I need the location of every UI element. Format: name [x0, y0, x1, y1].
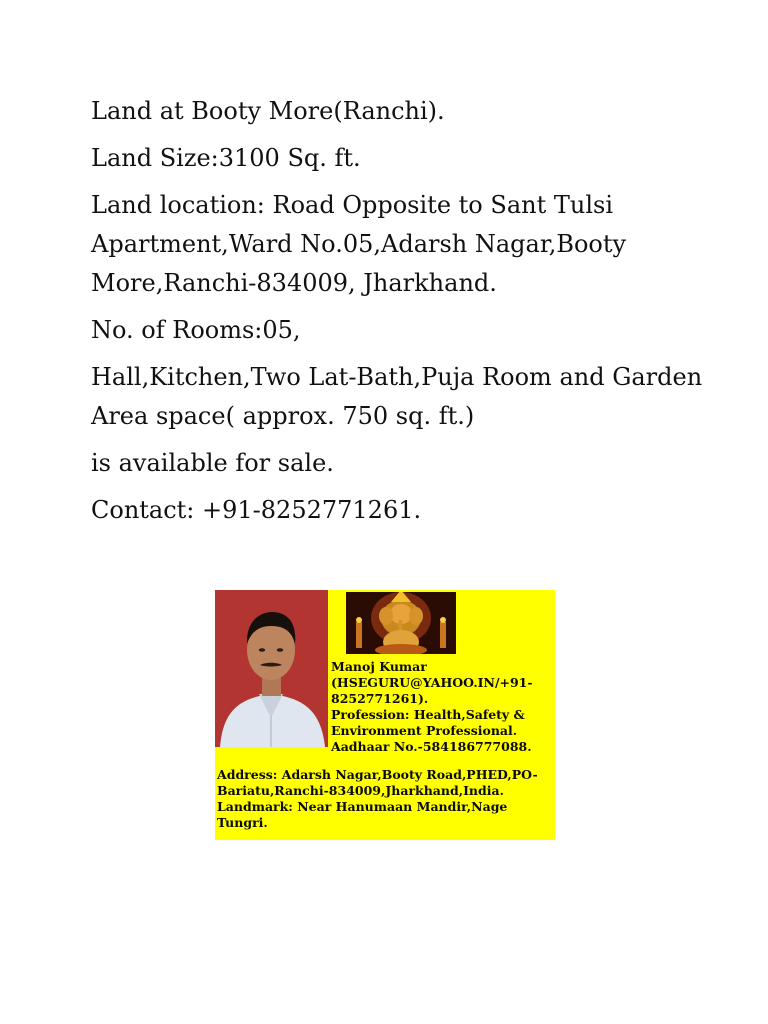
listing-text: [91, 92, 711, 538]
land-location: Land location: Road Opposite to Sant Tulsi Apartment,Ward No.05,Adarsh Nagar,Booty More,Ranchi-834009, Jharkhand.: [91, 191, 627, 297]
room-details: Hall,Kitchen,Two Lat-Bath,Puja Room and Garden Area space( approx. 750 sq. ft.): [91, 363, 703, 430]
contact-card: [215, 590, 555, 840]
card-profession: Profession: Health,Safety & Environment Professional.: [331, 707, 525, 738]
ganesha-image-icon: [346, 592, 456, 654]
card-address: Address: Adarsh Nagar,Booty Road,PHED,PO-Bariatu,Ranchi-834009,Jharkhand,India. Landmark: Near Hanumaan Mandir,Nage Tungri.: [217, 767, 538, 830]
card-contact: (HSEGURU@YAHOO.IN/+91-8252771261).: [331, 675, 533, 706]
room-count: No. of Rooms:05,: [91, 316, 301, 344]
person-portrait-icon: [215, 590, 328, 747]
card-aadhaar: Aadhaar No.-584186777088.: [331, 739, 532, 754]
sale-availability: is available for sale.: [91, 449, 334, 477]
card-details: [331, 659, 553, 755]
land-size: Land Size:3100 Sq. ft.: [91, 144, 361, 172]
card-name: Manoj Kumar: [331, 659, 427, 674]
land-title: Land at Booty More(Ranchi).: [91, 97, 445, 125]
contact-line: Contact: +91-8252771261.: [91, 496, 422, 524]
